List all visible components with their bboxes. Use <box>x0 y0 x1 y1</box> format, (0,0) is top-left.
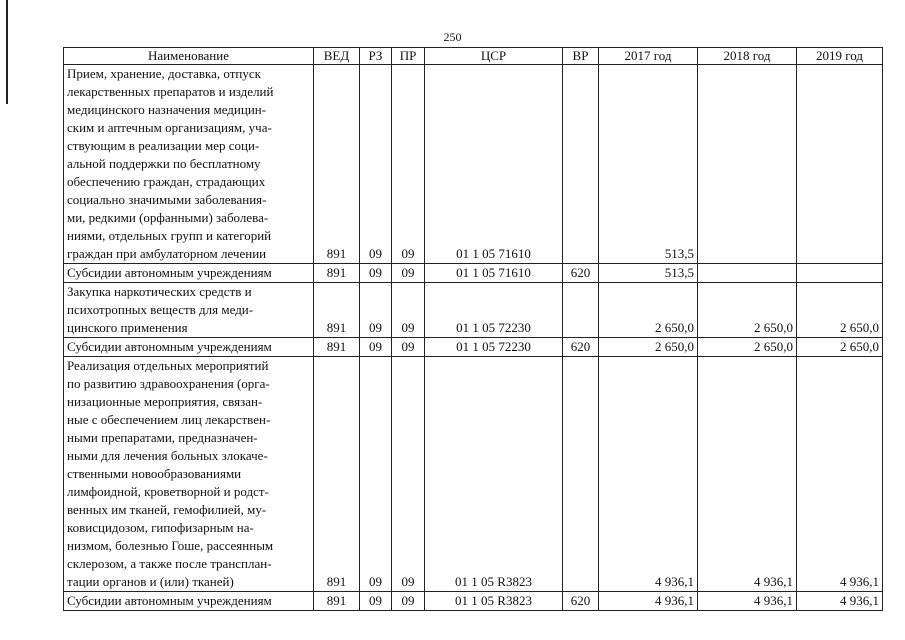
col-header-ved: ВЕД <box>314 48 360 65</box>
row-ved: 891 <box>314 357 360 592</box>
row-name: Субсидии автономным учреждениям <box>64 592 314 611</box>
row-2019 <box>797 65 883 264</box>
table-row <box>64 264 883 283</box>
row-pr: 09 <box>392 357 425 592</box>
margin-rule <box>6 0 8 104</box>
table-row <box>64 592 883 611</box>
row-name: Субсидии автономным учреждениям <box>64 264 314 283</box>
col-header-rz: РЗ <box>360 48 392 65</box>
row-csr: 01 1 05 R3823 <box>425 357 563 592</box>
col-header-2019: 2019 год <box>797 48 883 65</box>
table-row <box>64 283 883 338</box>
row-2019: 2 650,0 <box>797 338 883 357</box>
row-2017: 4 936,1 <box>599 592 698 611</box>
row-2018: 4 936,1 <box>698 357 797 592</box>
row-rz: 09 <box>360 357 392 592</box>
col-header-vr: ВР <box>563 48 599 65</box>
row-ved: 891 <box>314 264 360 283</box>
row-2017: 2 650,0 <box>599 338 698 357</box>
row-csr: 01 1 05 R3823 <box>425 592 563 611</box>
col-header-csr: ЦСР <box>425 48 563 65</box>
col-header-2017: 2017 год <box>599 48 698 65</box>
row-pr: 09 <box>392 264 425 283</box>
col-header-pr: ПР <box>392 48 425 65</box>
row-rz: 09 <box>360 65 392 264</box>
row-2019 <box>797 264 883 283</box>
row-vr: 620 <box>563 592 599 611</box>
row-rz: 09 <box>360 338 392 357</box>
row-vr: 620 <box>563 264 599 283</box>
col-header-2018: 2018 год <box>698 48 797 65</box>
row-ved: 891 <box>314 338 360 357</box>
row-pr: 09 <box>392 65 425 264</box>
row-vr <box>563 357 599 592</box>
row-name: Закупка наркотических средств и психотропных веществ для меди- цинского применения <box>64 283 314 338</box>
table-row <box>64 357 883 592</box>
row-pr: 09 <box>392 283 425 338</box>
row-pr: 09 <box>392 592 425 611</box>
row-ved: 891 <box>314 592 360 611</box>
row-vr <box>563 65 599 264</box>
row-2018: 2 650,0 <box>698 283 797 338</box>
row-2019: 4 936,1 <box>797 592 883 611</box>
row-pr: 09 <box>392 338 425 357</box>
row-ved: 891 <box>314 283 360 338</box>
row-csr: 01 1 05 72230 <box>425 283 563 338</box>
row-csr: 01 1 05 71610 <box>425 264 563 283</box>
row-2018: 4 936,1 <box>698 592 797 611</box>
col-header-name: Наименование <box>64 48 314 65</box>
row-2019: 2 650,0 <box>797 283 883 338</box>
row-2019: 4 936,1 <box>797 357 883 592</box>
row-rz: 09 <box>360 592 392 611</box>
row-2018 <box>698 65 797 264</box>
row-name: Прием, хранение, доставка, отпуск лекарственных препаратов и изделий медицинского назначения медицин- ским и аптечным организациям, уча- ствующим в реализации мер соци- альной поддержки по бесплатному обеспечению граждан, страдающих социально значимыми заболевания- ми, редкими (орфанными) заболева- ниями, отдельных групп и категорий граждан при амбулаторном лечении <box>64 65 314 264</box>
row-csr: 01 1 05 71610 <box>425 65 563 264</box>
budget-table <box>63 47 883 611</box>
page-number: 250 <box>443 30 462 44</box>
row-2018 <box>698 264 797 283</box>
row-2017: 513,5 <box>599 264 698 283</box>
row-rz: 09 <box>360 283 392 338</box>
row-rz: 09 <box>360 264 392 283</box>
row-vr: 620 <box>563 338 599 357</box>
row-2017: 4 936,1 <box>599 357 698 592</box>
header-row <box>64 48 883 65</box>
row-csr: 01 1 05 72230 <box>425 338 563 357</box>
row-vr <box>563 283 599 338</box>
row-2017: 2 650,0 <box>599 283 698 338</box>
row-name: Реализация отдельных мероприятий по развитию здравоохранения (орга- низационные мероприятия, связан- ные с обеспечением лиц лекарствен- ными препаратами, предназначен- ными для лечения больных злокаче- ственными новообразованиями лимфоидной, кроветворной и родст- венных им тканей, гемофилией, му- ковисцидозом, гипофизарным на- низмом, болезнью Гоше, рассеянным склерозом, а также после трансплан- тации органов и (или) тканей) <box>64 357 314 592</box>
row-ved: 891 <box>314 65 360 264</box>
row-2018: 2 650,0 <box>698 338 797 357</box>
table-row <box>64 338 883 357</box>
table-row <box>64 65 883 264</box>
row-name: Субсидии автономным учреждениям <box>64 338 314 357</box>
row-2017: 513,5 <box>599 65 698 264</box>
